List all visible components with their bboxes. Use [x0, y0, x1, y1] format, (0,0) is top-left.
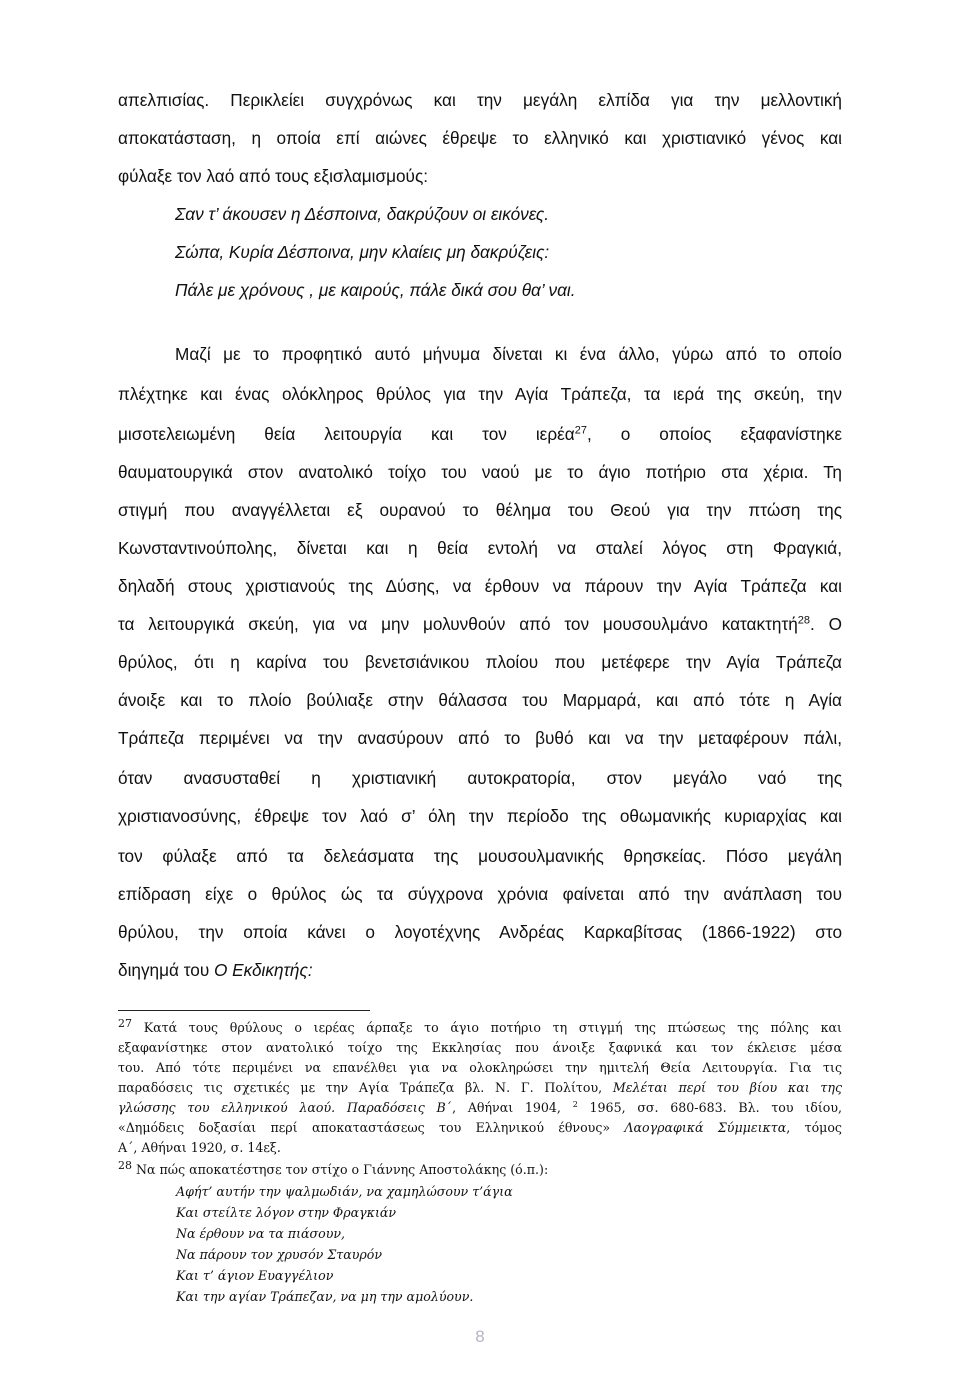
footnote-ref-28[interactable]: 28 [797, 614, 811, 627]
para-line-10: άνοιξε και το πλοίο βούλιαξε στην θάλασσα του Μαρμαρά, και από τότε η Αγία [118, 690, 842, 710]
footnote-27-line-5 [118, 1098, 842, 1118]
footnote-28-verse-5: Και τ’ άγιον Ευαγγέλιον [176, 1268, 334, 1283]
footnote-27-text-6c: , τόμος [786, 1120, 842, 1135]
para-line-3-text: μισοτελειωμένη θεία λειτουργία και τον ιερέα [118, 424, 575, 444]
para-line-3 [118, 422, 842, 446]
footnote-27-line-1 [118, 1018, 842, 1038]
para-line-16: θρύλου, την οποία κάνει ο λογοτέχνης Ανδρέας Καρκαβίτσας (1866-1922) στο [118, 922, 842, 942]
footnote-27-book-title: Μελέται περί του βίου και της [612, 1080, 842, 1095]
para-line-8-rest: . Ο [810, 614, 843, 634]
intro-line-3: φύλαξε τον λαό από τους εξισλαμισμούς: [118, 166, 429, 186]
verse-line-3: Πάλε με χρόνους , με καιρούς, πάλε δικά σου θα’ ναι. [175, 280, 576, 300]
footnote-separator [118, 1010, 370, 1011]
para-line-2: πλέχτηκε και ένας ολόκληρος θρύλος για την Αγία Τράπεζα, τα ιερά της σκεύη, την [118, 384, 842, 404]
para-line-15: επίδραση είχε ο θρύλος ώς τα σύγχρονα χρόνια φαίνεται από την ανάπλαση του [118, 884, 842, 904]
story-title: Ο Εκδικητής: [214, 960, 313, 980]
footnote-28-verse-3: Να έρθουν να τα πιάσουν, [176, 1226, 346, 1241]
para-line-17-text: διηγημά του [118, 960, 214, 980]
footnote-28-number: 28 [118, 1158, 132, 1172]
footnote-27-line-2: εξαφανίστηκε στον ανατολικό τοίχο της Εκκλησίας που άνοιξε ξαφνικά και τον έκλεισε μέσα [118, 1040, 842, 1055]
page-number: 8 [475, 1327, 485, 1346]
para-line-12: όταν ανασυσταθεί η χριστιανική αυτοκρατορία, στον μεγάλο ναό της [118, 768, 842, 788]
para-line-6: Κωνσταντινούπολης, δίνεται και η θεία εντολή να σταλεί λόγος στη Φραγκιά, [118, 538, 842, 558]
para-line-5: στιγμή που αναγγέλλεται εξ ουρανού το θέλημα του Θεού για την πτώση της [118, 500, 842, 520]
para-line-7: δηλαδή στους χριστιανούς της Δύσης, να έρθουν να πάρουν την Αγία Τράπεζα και [118, 576, 842, 596]
para-line-3-rest: , ο οποίος εξαφανίστηκε [586, 424, 842, 444]
para-line-13: χριστιανοσύνης, έθρεψε τον λαό σ’ όλη την περίοδο της οθωμανικής κυριαρχίας και [118, 806, 842, 826]
footnote-27-text-1: Κατά τους θρύλους ο ιερέας άρπαξε το άγιο ποτήριο τη στιγμή της πτώσεως της πόλης και [143, 1020, 842, 1035]
para-line-8-text: τα λειτουργικά σκεύη, για να μην μολυνθούν από τον μουσουλμάνο κατακτητή [118, 614, 798, 634]
footnote-27-line-3: του. Από τότε περιμένει να επανέλθει για να ολοκληρώσει την ημιτελή Θεία Λειτουργία. Για τις [118, 1060, 842, 1075]
footnote-28-verse-4: Να πάρουν τον χρυσόν Σταυρόν [176, 1247, 383, 1262]
footnote-27-text-6a: «Δημόδεις δοξασίαι περί αποκαταστάσεως του Ελληνικού έθνους» [118, 1120, 625, 1135]
para-line-4: θαυματουργικά στον ανατολικό τοίχο του ναού με το άγιο ποτήριο στα χέρια. Τη [118, 462, 842, 482]
footnote-28-text-1: Να πώς αποκατέστησε τον στίχο ο Γιάννης Αποστολάκης (ό.π.): [132, 1162, 549, 1177]
footnote-27-edition: 2 [572, 1099, 578, 1109]
footnote-27-text-5a: γλώσσης του ελληνικού λαού. Παραδόσεις Β [118, 1100, 446, 1115]
footnote-28-verse-6: Και την αγίαν Τράπεζαν, να μη την αμολύουν. [176, 1289, 474, 1304]
footnote-28-verse-1: Αφήτ’ αυτήν την ψαλμωδιάν, να χαμηλώσουν τ’άγια [176, 1184, 513, 1199]
intro-line-1: απελπισίας. Περικλείει συγχρόνως και την μεγάλη ελπίδα για την μελλοντική [118, 90, 842, 110]
para-line-14: τον φύλαξε από τα δελεάσματα της μουσουλμανικής θρησκείας. Πόσο μεγάλη [118, 846, 842, 866]
footnote-27-text-5c: 1965, σσ. 680-683. Βλ. του ιδίου, [577, 1100, 842, 1115]
footnote-27-line-4 [118, 1078, 842, 1098]
footnote-27-text-4a: παραδόσεις τις σχετικές με την Αγία Τράπεζα βλ. Ν. Γ. Πολίτου, [118, 1080, 613, 1095]
intro-line-2: αποκατάσταση, η οποία επί αιώνες έθρεψε το ελληνικό και χριστιανικό γένος και [118, 128, 842, 148]
footnote-27-journal: Λαογραφικά Σύμμεικτα [624, 1120, 787, 1135]
footnote-28-line-1 [118, 1160, 842, 1180]
footnote-27-line-6 [118, 1118, 842, 1138]
footnote-27-number: 27 [118, 1016, 132, 1030]
verse-line-2: Σώπα, Κυρία Δέσποινα, μην κλαίεις μη δακρύζεις: [175, 242, 550, 262]
para-line-8 [118, 612, 842, 636]
para-line-1: Μαζί με το προφητικό αυτό μήνυμα δίνεται κι ένα άλλο, γύρω από το οποίο [175, 344, 842, 364]
para-line-11: Τράπεζα περιμένει να την ανασύρουν από το βυθό και να την μεταφέρουν πάλι, [118, 728, 842, 748]
verse-line-1: Σαν τ’ άκουσεν η Δέσποινα, δακρύζουν οι εικόνες. [175, 204, 550, 224]
footnote-27-line-7: Α΄, Αθήναι 1920, σ. 14εξ. [118, 1140, 281, 1155]
footnote-ref-27[interactable]: 27 [574, 424, 587, 437]
footnote-28-verse-2: Και στείλτε λόγον στην Φραγκιάν [176, 1205, 397, 1220]
footnote-27-text-5b: ΄, Αθήναι 1904, [445, 1100, 573, 1115]
para-line-17 [118, 958, 842, 982]
para-line-9: θρύλος, ότι η καρίνα του βενετσιάνικου πλοίου που μετέφερε την Αγία Τράπεζα [118, 652, 842, 672]
